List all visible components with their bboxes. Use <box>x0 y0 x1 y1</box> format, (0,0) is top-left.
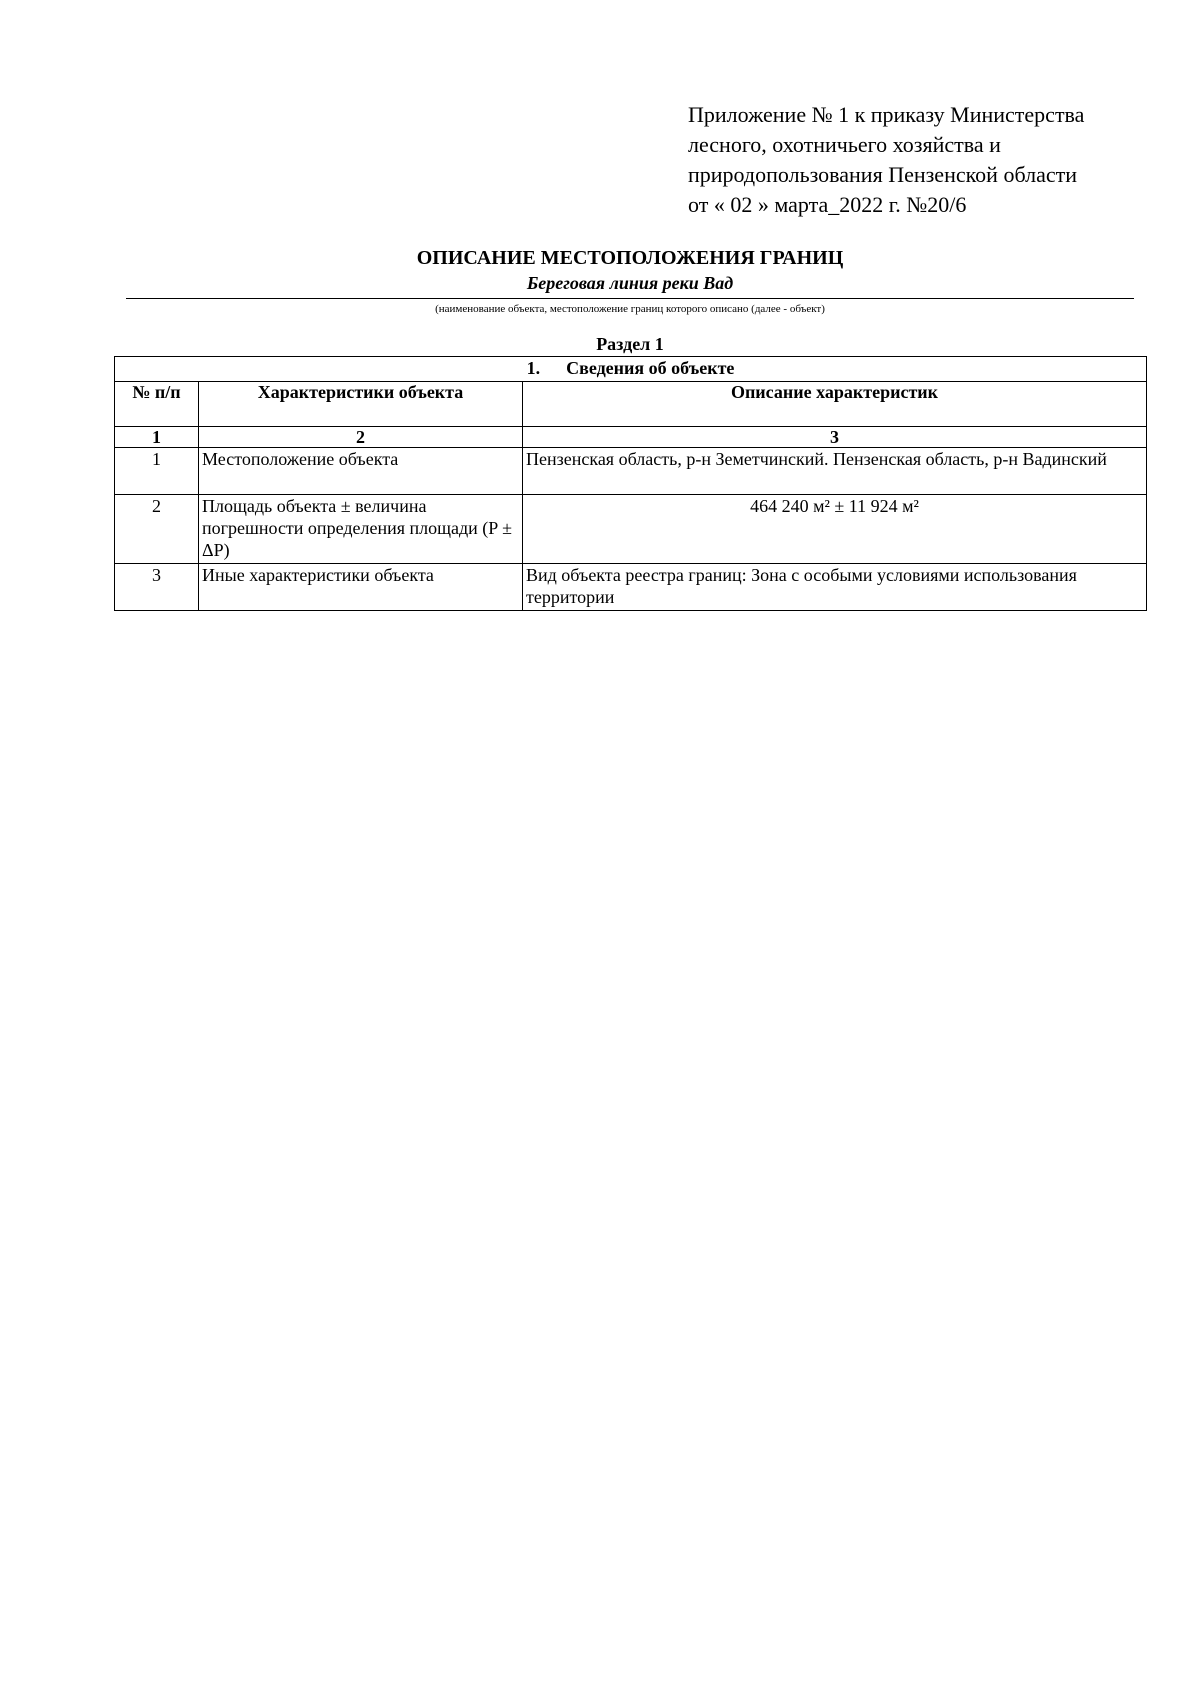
appendix-line: лесного, охотничьего хозяйства и <box>688 132 1001 157</box>
table-row <box>115 564 1147 611</box>
object-name-underline <box>126 298 1134 299</box>
table-header-row <box>115 382 1147 427</box>
object-name: Береговая линия реки Вад <box>526 273 734 293</box>
header-characteristic: Характеристики объекта <box>199 382 523 427</box>
row-num: 2 <box>115 495 199 564</box>
header-num: № п/п <box>115 382 199 427</box>
appendix-line: от « 02 » марта_2022 г. №20/6 <box>688 192 967 217</box>
row-characteristic: Площадь объекта ± величина погрешности определения площади (P ± ΔP) <box>199 495 523 564</box>
column-index: 3 <box>523 427 1147 448</box>
row-num: 1 <box>115 448 199 495</box>
row-description: 464 240 м² ± 11 924 м² <box>523 495 1147 564</box>
column-index: 2 <box>199 427 523 448</box>
row-description: Вид объекта реестра границ: Зона с особыми условиями использования территории <box>523 564 1147 611</box>
table-caption-row <box>115 357 1147 382</box>
header-description: Описание характеристик <box>523 382 1147 427</box>
column-index: 1 <box>115 427 199 448</box>
document-title: ОПИСАНИЕ МЕСТОПОЛОЖЕНИЯ ГРАНИЦ <box>416 247 844 269</box>
row-description: Пензенская область, р-н Земетчинский. Пензенская область, р-н Вадинский <box>523 448 1147 495</box>
table-caption-text: Сведения об объекте <box>566 358 735 378</box>
object-name-caption: (наименование объекта, местоположение границ которого описано (далее - объект) <box>435 303 825 315</box>
appendix-note <box>688 100 1158 220</box>
table-caption <box>115 357 1147 382</box>
section-title: Раздел 1 <box>596 334 664 354</box>
table-row <box>115 495 1147 564</box>
table-row <box>115 448 1147 495</box>
object-info-table <box>114 356 1147 611</box>
table-caption-number: 1. <box>526 358 541 378</box>
row-characteristic: Иные характеристики объекта <box>199 564 523 611</box>
column-index-row <box>115 427 1147 448</box>
row-characteristic: Местоположение объекта <box>199 448 523 495</box>
appendix-line: природопользования Пензенской области <box>688 162 1077 187</box>
appendix-line: Приложение № 1 к приказу Министерства <box>688 102 1085 127</box>
row-num: 3 <box>115 564 199 611</box>
